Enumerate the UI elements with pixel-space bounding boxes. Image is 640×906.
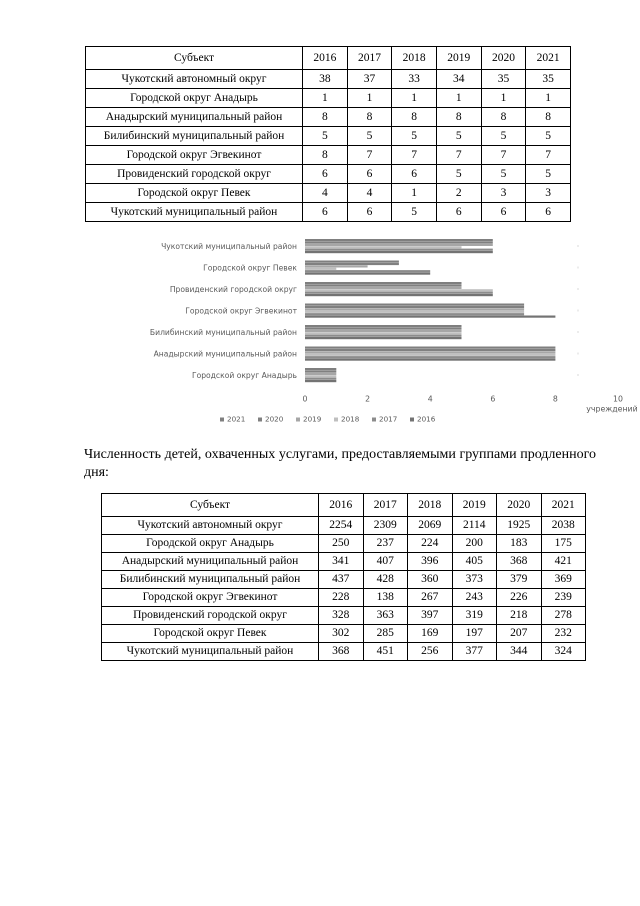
header-year: 2019 bbox=[436, 47, 481, 70]
bar bbox=[305, 347, 555, 349]
row-value: 1 bbox=[303, 89, 348, 108]
bar bbox=[305, 349, 555, 351]
legend-swatch bbox=[220, 418, 224, 422]
x-tick-label: 8 bbox=[552, 394, 558, 404]
row-value: 285 bbox=[363, 625, 408, 643]
bar bbox=[305, 249, 493, 251]
table-row bbox=[102, 553, 586, 571]
row-subject: Анадырский муниципальный район bbox=[86, 108, 303, 127]
row-value: 6 bbox=[526, 203, 571, 222]
row-value: 8 bbox=[347, 108, 392, 127]
bar bbox=[305, 263, 399, 265]
legend-swatch bbox=[296, 418, 300, 422]
row-value: 4 bbox=[347, 184, 392, 203]
bar bbox=[305, 337, 462, 339]
x-tick-label: 0 bbox=[302, 394, 308, 404]
row-value: 7 bbox=[392, 146, 437, 165]
bar bbox=[305, 378, 336, 380]
row-value: 328 bbox=[319, 607, 364, 625]
table-row bbox=[86, 146, 571, 165]
bar bbox=[305, 294, 493, 296]
table-row bbox=[86, 127, 571, 146]
legend-label: 2017 bbox=[379, 414, 398, 424]
row-value: 34 bbox=[436, 70, 481, 89]
row-value: 5 bbox=[347, 127, 392, 146]
row-subject: Билибинский муниципальный район bbox=[102, 571, 319, 589]
row-value: 1 bbox=[347, 89, 392, 108]
header-year: 2020 bbox=[497, 494, 542, 517]
bar bbox=[305, 241, 493, 243]
bar bbox=[305, 351, 555, 353]
row-value: 6 bbox=[392, 165, 437, 184]
institutions-bar-chart bbox=[100, 230, 638, 425]
row-value: 1 bbox=[392, 184, 437, 203]
row-value: 8 bbox=[436, 108, 481, 127]
row-subject: Городской округ Певек bbox=[86, 184, 303, 203]
row-value: 6 bbox=[436, 203, 481, 222]
table-row bbox=[102, 571, 586, 589]
table-row bbox=[86, 89, 571, 108]
row-value: 1 bbox=[436, 89, 481, 108]
row-value: 243 bbox=[452, 589, 497, 607]
row-value: 5 bbox=[526, 165, 571, 184]
table-row bbox=[102, 517, 586, 535]
x-axis-label: учреждений bbox=[586, 404, 638, 414]
legend-label: 2021 bbox=[227, 414, 246, 424]
header-subject: Субъект bbox=[86, 47, 303, 70]
row-value: 7 bbox=[436, 146, 481, 165]
row-value: 5 bbox=[392, 203, 437, 222]
x-tick-label: 2 bbox=[365, 394, 371, 404]
row-value: 226 bbox=[497, 589, 542, 607]
x-tick-label: 10 bbox=[613, 394, 623, 404]
row-subject: Чукотский автономный округ bbox=[102, 517, 319, 535]
row-value: 6 bbox=[347, 165, 392, 184]
legend-label: 2019 bbox=[303, 414, 322, 424]
bar bbox=[305, 370, 336, 372]
bar bbox=[305, 308, 524, 310]
table-row bbox=[102, 607, 586, 625]
row-value: 302 bbox=[319, 625, 364, 643]
bar bbox=[305, 292, 493, 294]
category-label: Городской округ Эгвекинот bbox=[185, 306, 297, 316]
row-value: 218 bbox=[497, 607, 542, 625]
row-value: 239 bbox=[541, 589, 586, 607]
x-tick-label: 6 bbox=[490, 394, 496, 404]
bar bbox=[305, 239, 493, 241]
row-value: 368 bbox=[497, 553, 542, 571]
bar bbox=[305, 251, 493, 253]
institutions-table bbox=[85, 46, 571, 222]
row-subject: Анадырский муниципальный район bbox=[102, 553, 319, 571]
row-value: 8 bbox=[481, 108, 526, 127]
row-value: 5 bbox=[436, 127, 481, 146]
row-value: 183 bbox=[497, 535, 542, 553]
bar bbox=[305, 316, 555, 318]
row-value: 232 bbox=[541, 625, 586, 643]
row-value: 6 bbox=[481, 203, 526, 222]
category-label: Провиденский городской округ bbox=[169, 284, 297, 294]
bar bbox=[305, 244, 493, 246]
row-value: 377 bbox=[452, 643, 497, 661]
row-value: 324 bbox=[541, 643, 586, 661]
bar bbox=[305, 368, 336, 370]
header-year: 2019 bbox=[452, 494, 497, 517]
row-value: 207 bbox=[497, 625, 542, 643]
bar bbox=[305, 268, 336, 270]
row-value: 363 bbox=[363, 607, 408, 625]
row-subject: Провиденский городской округ bbox=[86, 165, 303, 184]
row-subject: Чукотский муниципальный район bbox=[102, 643, 319, 661]
bar bbox=[305, 304, 524, 306]
header-year: 2020 bbox=[481, 47, 526, 70]
header-year: 2016 bbox=[303, 47, 348, 70]
row-value: 7 bbox=[481, 146, 526, 165]
bar bbox=[305, 284, 462, 286]
row-value: 35 bbox=[481, 70, 526, 89]
bar bbox=[305, 359, 555, 361]
legend-swatch bbox=[258, 418, 262, 422]
bar bbox=[305, 306, 524, 308]
row-value: 8 bbox=[392, 108, 437, 127]
table-header-row bbox=[86, 47, 571, 70]
row-value: 1 bbox=[392, 89, 437, 108]
table-row bbox=[86, 184, 571, 203]
row-subject: Городской округ Анадырь bbox=[102, 535, 319, 553]
bar bbox=[305, 282, 462, 284]
row-value: 405 bbox=[452, 553, 497, 571]
row-value: 256 bbox=[408, 643, 453, 661]
row-value: 2 bbox=[436, 184, 481, 203]
bar bbox=[305, 373, 336, 375]
table-row bbox=[86, 203, 571, 222]
table-row bbox=[86, 70, 571, 89]
legend-swatch bbox=[334, 418, 338, 422]
table-row bbox=[86, 165, 571, 184]
children-count-table bbox=[101, 493, 586, 661]
bar bbox=[305, 289, 493, 291]
header-year: 2017 bbox=[363, 494, 408, 517]
row-subject: Билибинский муниципальный район bbox=[86, 127, 303, 146]
row-subject: Провиденский городской округ bbox=[102, 607, 319, 625]
row-value: 33 bbox=[392, 70, 437, 89]
row-value: 37 bbox=[347, 70, 392, 89]
table-header-row bbox=[102, 494, 586, 517]
row-subject: Городской округ Эгвекинот bbox=[86, 146, 303, 165]
row-value: 6 bbox=[303, 203, 348, 222]
row-subject: Чукотский автономный округ bbox=[86, 70, 303, 89]
bar bbox=[305, 380, 336, 382]
row-value: 5 bbox=[526, 127, 571, 146]
row-value: 344 bbox=[497, 643, 542, 661]
row-value: 8 bbox=[303, 108, 348, 127]
row-value: 2114 bbox=[452, 517, 497, 535]
legend-label: 2016 bbox=[417, 414, 436, 424]
row-value: 5 bbox=[481, 165, 526, 184]
row-value: 2038 bbox=[541, 517, 586, 535]
row-value: 175 bbox=[541, 535, 586, 553]
row-value: 2309 bbox=[363, 517, 408, 535]
row-subject: Городской округ Эгвекинот bbox=[102, 589, 319, 607]
header-subject: Субъект bbox=[102, 494, 319, 517]
row-value: 360 bbox=[408, 571, 453, 589]
table-row bbox=[102, 625, 586, 643]
row-value: 369 bbox=[541, 571, 586, 589]
bar bbox=[305, 273, 430, 275]
row-value: 396 bbox=[408, 553, 453, 571]
row-value: 1 bbox=[481, 89, 526, 108]
category-label: Билибинский муниципальный район bbox=[149, 327, 297, 337]
row-value: 237 bbox=[363, 535, 408, 553]
bar bbox=[305, 354, 555, 356]
row-subject: Чукотский муниципальный район bbox=[86, 203, 303, 222]
row-value: 421 bbox=[541, 553, 586, 571]
row-value: 6 bbox=[303, 165, 348, 184]
header-year: 2018 bbox=[392, 47, 437, 70]
legend-swatch bbox=[410, 418, 414, 422]
row-value: 8 bbox=[303, 146, 348, 165]
row-value: 38 bbox=[303, 70, 348, 89]
bar bbox=[305, 330, 462, 332]
table-row bbox=[102, 643, 586, 661]
row-value: 373 bbox=[452, 571, 497, 589]
row-value: 7 bbox=[526, 146, 571, 165]
row-value: 3 bbox=[481, 184, 526, 203]
row-value: 368 bbox=[319, 643, 364, 661]
row-value: 2069 bbox=[408, 517, 453, 535]
table-row bbox=[86, 108, 571, 127]
bar bbox=[305, 261, 399, 263]
row-value: 169 bbox=[408, 625, 453, 643]
row-value: 267 bbox=[408, 589, 453, 607]
row-value: 3 bbox=[526, 184, 571, 203]
row-value: 7 bbox=[347, 146, 392, 165]
header-year: 2016 bbox=[319, 494, 364, 517]
row-value: 2254 bbox=[319, 517, 364, 535]
bar bbox=[305, 375, 336, 377]
legend-label: 2018 bbox=[341, 414, 360, 424]
header-year: 2021 bbox=[526, 47, 571, 70]
row-value: 197 bbox=[452, 625, 497, 643]
bar bbox=[305, 332, 462, 334]
bar bbox=[305, 335, 462, 337]
row-value: 437 bbox=[319, 571, 364, 589]
header-year: 2017 bbox=[347, 47, 392, 70]
row-value: 397 bbox=[408, 607, 453, 625]
row-value: 451 bbox=[363, 643, 408, 661]
row-value: 5 bbox=[481, 127, 526, 146]
header-year: 2021 bbox=[541, 494, 586, 517]
bar bbox=[305, 313, 524, 315]
bar bbox=[305, 265, 368, 267]
table-row bbox=[102, 535, 586, 553]
legend-label: 2020 bbox=[265, 414, 284, 424]
bar bbox=[305, 246, 462, 248]
row-value: 250 bbox=[319, 535, 364, 553]
bar bbox=[305, 311, 524, 313]
row-value: 278 bbox=[541, 607, 586, 625]
row-value: 1925 bbox=[497, 517, 542, 535]
category-label: Городской округ Анадырь bbox=[191, 370, 297, 380]
legend-swatch bbox=[372, 418, 376, 422]
row-value: 224 bbox=[408, 535, 453, 553]
bar bbox=[305, 327, 462, 329]
row-value: 138 bbox=[363, 589, 408, 607]
bar bbox=[305, 287, 462, 289]
row-value: 379 bbox=[497, 571, 542, 589]
category-label: Городской округ Певек bbox=[203, 263, 297, 273]
row-value: 4 bbox=[303, 184, 348, 203]
row-value: 6 bbox=[347, 203, 392, 222]
row-value: 319 bbox=[452, 607, 497, 625]
bar bbox=[305, 325, 462, 327]
row-value: 200 bbox=[452, 535, 497, 553]
row-value: 5 bbox=[303, 127, 348, 146]
row-subject: Городской округ Певек bbox=[102, 625, 319, 643]
row-value: 341 bbox=[319, 553, 364, 571]
header-year: 2018 bbox=[408, 494, 453, 517]
category-label: Анадырский муниципальный район bbox=[153, 349, 297, 359]
row-value: 407 bbox=[363, 553, 408, 571]
row-value: 228 bbox=[319, 589, 364, 607]
bar bbox=[305, 270, 430, 272]
category-label: Чукотский муниципальный район bbox=[161, 241, 297, 251]
table-row bbox=[102, 589, 586, 607]
row-value: 35 bbox=[526, 70, 571, 89]
bar bbox=[305, 356, 555, 358]
row-value: 5 bbox=[436, 165, 481, 184]
section-paragraph: Численность детей, охваченных услугами, предоставляемыми группами продленного дня: bbox=[84, 447, 596, 480]
x-tick-label: 4 bbox=[427, 394, 433, 404]
row-value: 1 bbox=[526, 89, 571, 108]
row-value: 5 bbox=[392, 127, 437, 146]
row-value: 8 bbox=[526, 108, 571, 127]
row-value: 428 bbox=[363, 571, 408, 589]
row-subject: Городской округ Анадырь bbox=[86, 89, 303, 108]
